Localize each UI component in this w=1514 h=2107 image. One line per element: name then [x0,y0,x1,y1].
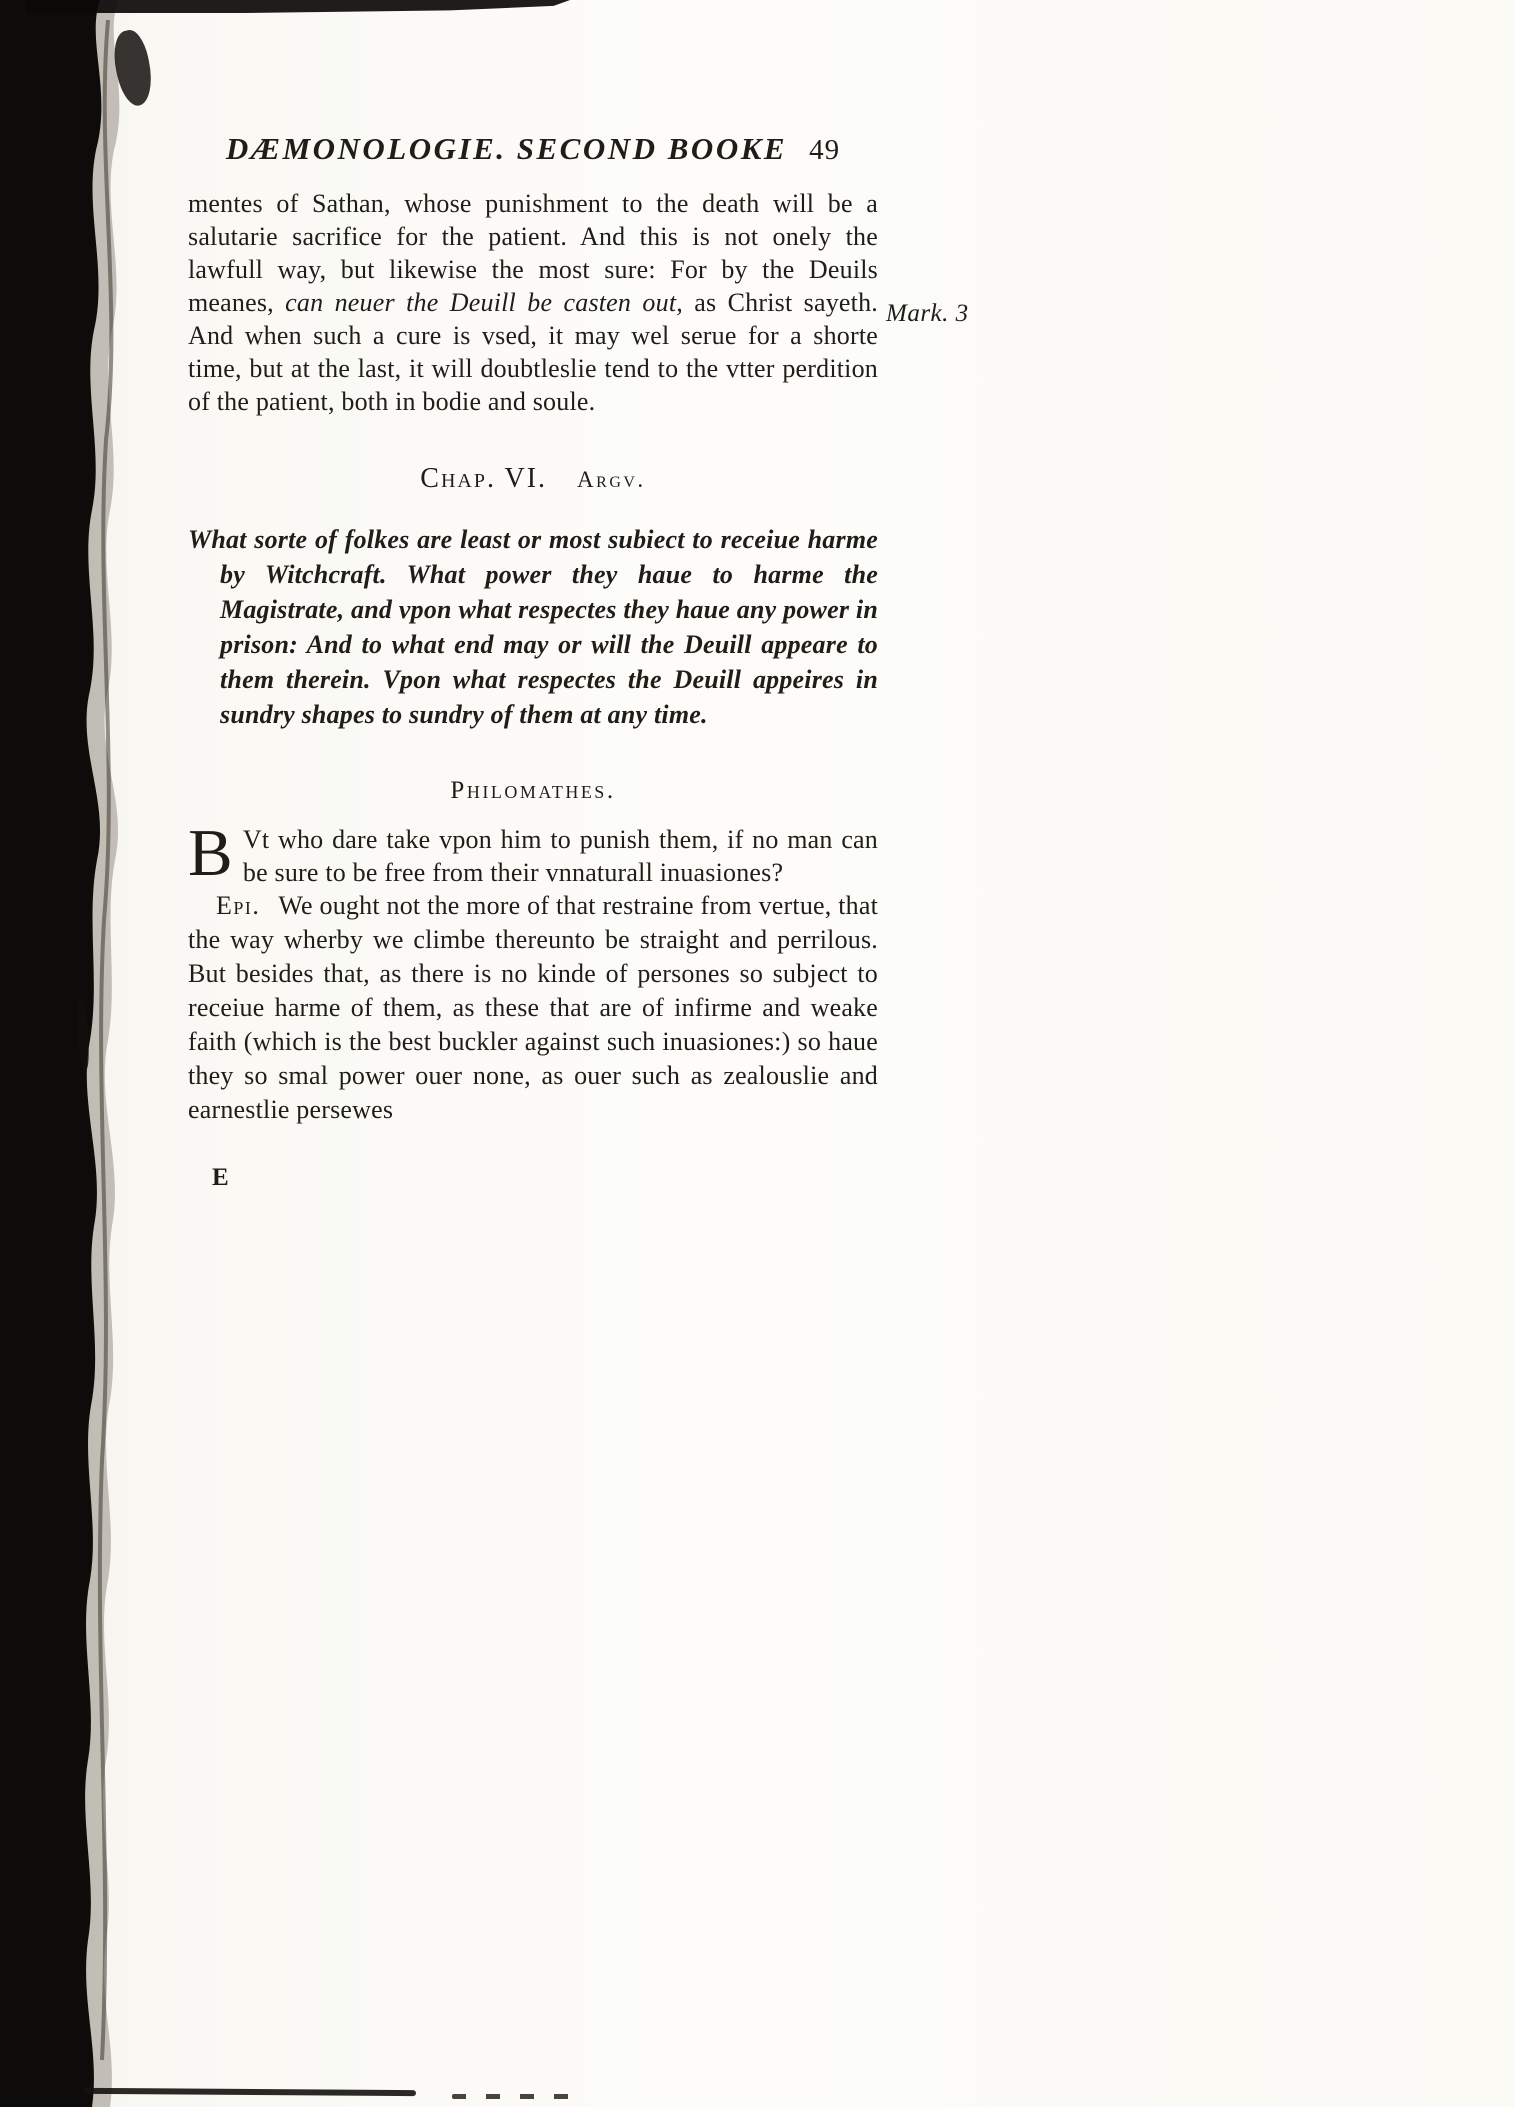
chapter-argument-label: Argv. [577,467,646,492]
scan-artifact-top-edge [26,0,570,13]
chapter-heading [188,462,878,496]
running-head-title: DÆMONOLOGIE. SECOND BOOKE [225,131,788,166]
binding-edge-shadow [0,0,180,2107]
paragraph-part-1: mentes of Sathan, whose punishment to the death will be a salutarie sacrifice for the patient. And this is not onely the lawfull way, but likewise the most sure: For by the Deuils meanes, [188,189,878,317]
scan-artifact-bottom-dots [452,2094,570,2099]
chapter-argument-summary: What sorte of folkes are least or most subiect to receiue harme by Witchcraft. What power they haue to harme the Magistrate, and vpon what respectes they haue any power in prison: And to what end may or will the Deuill appeare to them therein. Vpon what respectes the Deuill appeires in sundry shapes to sundry of them at any time. [188,525,878,729]
running-head [188,132,878,167]
page-number: 49 [809,134,841,166]
philomathes-speech-text: Vt who dare take vpon him to punish them, if no man can be sure to be free from their vnnaturall inuasiones? [242,825,878,887]
philomathes-speech [188,816,878,890]
text-column [188,132,878,1194]
drop-cap-letter: B [188,816,233,890]
paragraph-italic-quote: can neuer the Deuill be casten out, [285,288,683,317]
paragraph-part-2: as Christ sayeth. And when such a cure is vsed, it may wel serue for a shorte time, but at the last, it will doubtleslie tend to the vtter perdition of the patient, both in bodie and soule. [188,288,878,416]
epistemon-speech [188,889,878,1127]
speaker-label-epi: Epi. [216,891,261,920]
margin-note: Mark. 3 [886,300,969,327]
chapter-number: Chap. VI. [420,463,548,494]
epistemon-speech-text: We ought not the more of that restraine from vertue, that the way wherby we climbe thereunto be straight and perrilous. But besides that, as there is no kinde of persones so subject to receiue harme of them, as these that are of infirme and weake faith (which is the best buckler against such inuasiones:) so haue they so smal power ouer none, as ouer such as zealouslie and earnestlie persewes [188,891,878,1124]
speaker-heading-philomathes: Philomathes. [450,777,616,804]
signature-mark: E [212,1164,230,1191]
paragraph-continuation [188,187,878,418]
